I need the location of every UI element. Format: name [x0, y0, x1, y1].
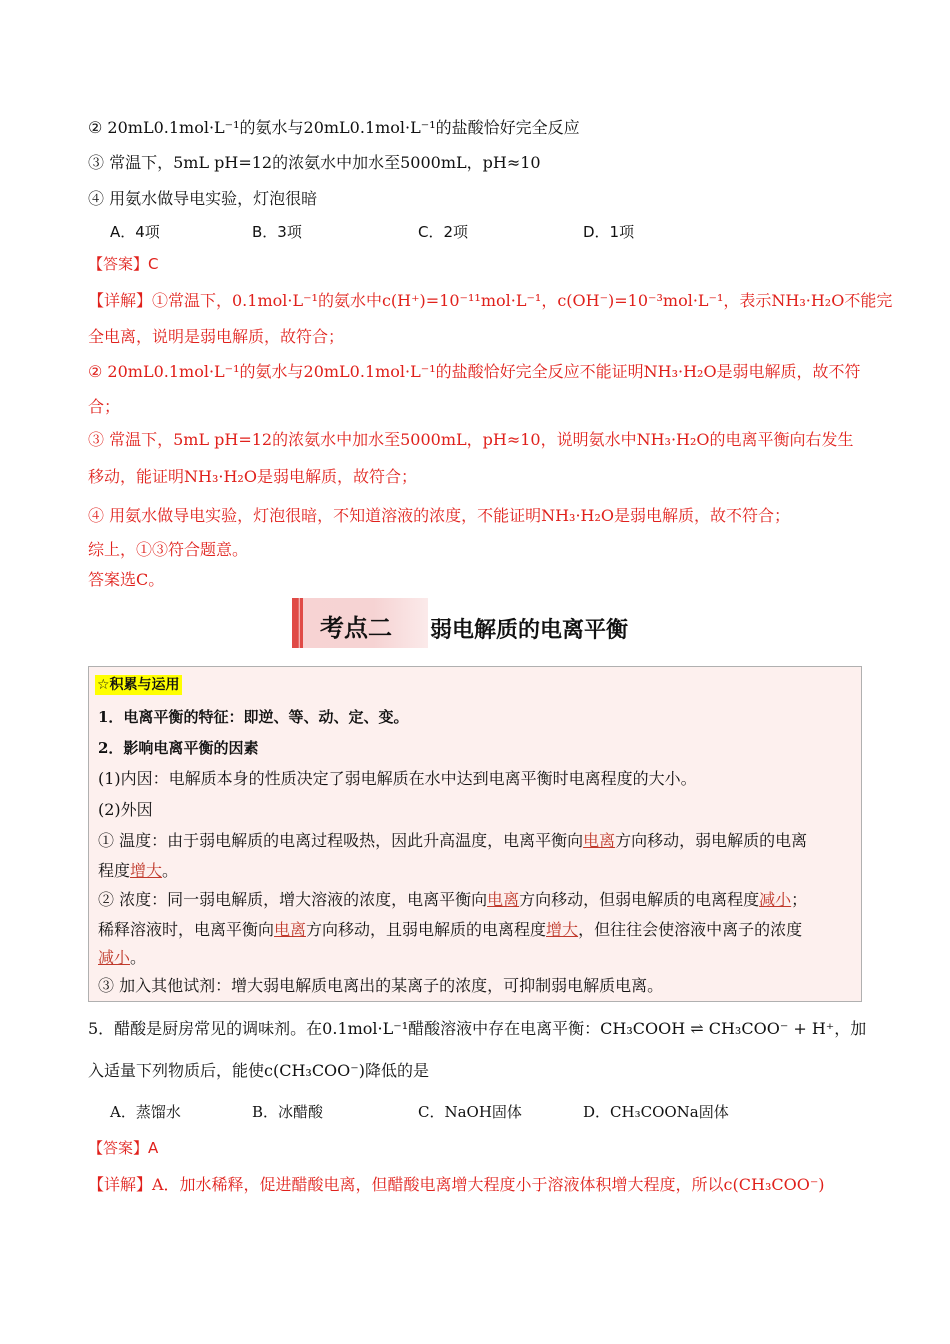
box-internal-factor: (1)内因：电解质本身的性质决定了弱电解质在水中达到电离平衡时电离程度的大小。 — [98, 769, 697, 788]
explain-line-2: 全电离，说明是弱电解质，故符合； — [88, 327, 345, 346]
q5-answer-label: 【答案】A — [88, 1139, 159, 1157]
q5-stem-line-1: 5．醋酸是厨房常见的调味剂。在0.1mol·L⁻¹醋酸溶液中存在电离平衡：CH₃COOH ⇌ CH₃COO⁻ + H⁺，加 — [88, 1019, 867, 1038]
underlined-term: 电离 — [583, 831, 616, 850]
option-a: A．4项 — [110, 223, 160, 241]
q5-explain-line-1: 【详解】A．加水稀释，促进醋酸电离，但醋酸电离增大程度小于溶液体积增大程度，所以c(CH₃COO⁻) — [88, 1175, 825, 1194]
section-title: 弱电解质的电离平衡 — [430, 618, 629, 643]
box-external-factor: (2)外因 — [98, 800, 153, 819]
text: 稀释溶液时，电离平衡向 — [98, 920, 275, 939]
text: ② 浓度：同一弱电解质，增大溶液的浓度，电离平衡向 — [98, 890, 488, 909]
final-answer: 答案选C。 — [88, 570, 165, 589]
q5-option-c: C．NaOH固体 — [418, 1103, 522, 1121]
text: ① 温度：由于弱电解质的电离过程吸热，因此升高温度，电离平衡向 — [98, 831, 584, 850]
text: 方向移动，但弱电解质的电离程度 — [519, 890, 760, 909]
underlined-term: 增大 — [130, 861, 163, 880]
question-item-4: ④ 用氨水做导电实验，灯泡很暗 — [88, 189, 318, 208]
box-other-reagents: ③ 加入其他试剂：增大弱电解质电离出的某离子的浓度，可抑制弱电解质电离。 — [98, 976, 664, 995]
underlined-term: 电离 — [274, 920, 307, 939]
text: ，但往往会使溶液中离子的浓度 — [578, 920, 803, 939]
q5-option-d: D．CH₃COONa固体 — [583, 1103, 729, 1121]
underlined-term: 减小 — [759, 890, 792, 909]
text: ； — [791, 890, 808, 909]
q5-stem-line-2: 入适量下列物质后，能使c(CH₃COO⁻)降低的是 — [88, 1061, 429, 1080]
text: 方向移动，弱电解质的电离 — [615, 831, 808, 850]
knowledge-box — [88, 666, 862, 1002]
option-c: C．2项 — [418, 223, 469, 241]
box-temperature-line-2 — [98, 861, 178, 881]
text: 程度 — [98, 861, 131, 880]
q5-option-b: B．冰醋酸 — [252, 1103, 324, 1121]
box-concentration-line-3 — [98, 948, 146, 968]
underlined-term: 减小 — [98, 948, 131, 967]
box-temperature-line-1 — [98, 831, 807, 851]
explain-line-1: 【详解】①常温下，0.1mol·L⁻¹的氨水中c(H⁺)=10⁻¹¹mol·L⁻¹，c(OH⁻)=10⁻³mol·L⁻¹，表示NH₃·H₂O不能完 — [88, 291, 893, 310]
answer-label: 【答案】C — [88, 255, 159, 273]
box-point-2: 2．影响电离平衡的因素 — [98, 739, 259, 757]
knowledge-tag: ☆积累与运用 — [97, 677, 180, 693]
question-item-2: ② 20mL0.1mol·L⁻¹的氨水与20mL0.1mol·L⁻¹的盐酸恰好完全反应 — [88, 118, 580, 137]
explain-line-3: ② 20mL0.1mol·L⁻¹的氨水与20mL0.1mol·L⁻¹的盐酸恰好完全反应不能证明NH₃·H₂O是弱电解质，故不符 — [88, 362, 861, 381]
section-label: 考点二 — [320, 614, 392, 642]
q5-option-a: A．蒸馏水 — [110, 1103, 181, 1121]
text: 方向移动，且弱电解质的电离程度 — [306, 920, 547, 939]
underlined-term: 电离 — [487, 890, 520, 909]
text: 。 — [162, 861, 179, 880]
explain-line-8: 综上，①③符合题意。 — [88, 540, 249, 559]
box-concentration-line-2 — [98, 920, 802, 940]
option-b: B．3项 — [252, 223, 302, 241]
box-concentration-line-1 — [98, 890, 807, 910]
text: 。 — [130, 948, 147, 967]
explain-line-4: 合； — [88, 397, 121, 416]
underlined-term: 增大 — [546, 920, 579, 939]
option-d: D．1项 — [583, 223, 635, 241]
explain-line-7: ④ 用氨水做导电实验，灯泡很暗，不知道溶液的浓度，不能证明NH₃·H₂O是弱电解质，故不符合； — [88, 506, 791, 525]
question-item-3: ③ 常温下，5mL pH=12的浓氨水中加水至5000mL，pH≈10 — [88, 153, 541, 172]
box-point-1: 1．电离平衡的特征：即逆、等、动、定、变。 — [98, 708, 409, 726]
explain-line-6: 移动，能证明NH₃·H₂O是弱电解质，故符合； — [88, 467, 417, 486]
explain-line-5: ③ 常温下，5mL pH=12的浓氨水中加水至5000mL，pH≈10，说明氨水中NH₃·H₂O的电离平衡向右发生 — [88, 430, 854, 449]
